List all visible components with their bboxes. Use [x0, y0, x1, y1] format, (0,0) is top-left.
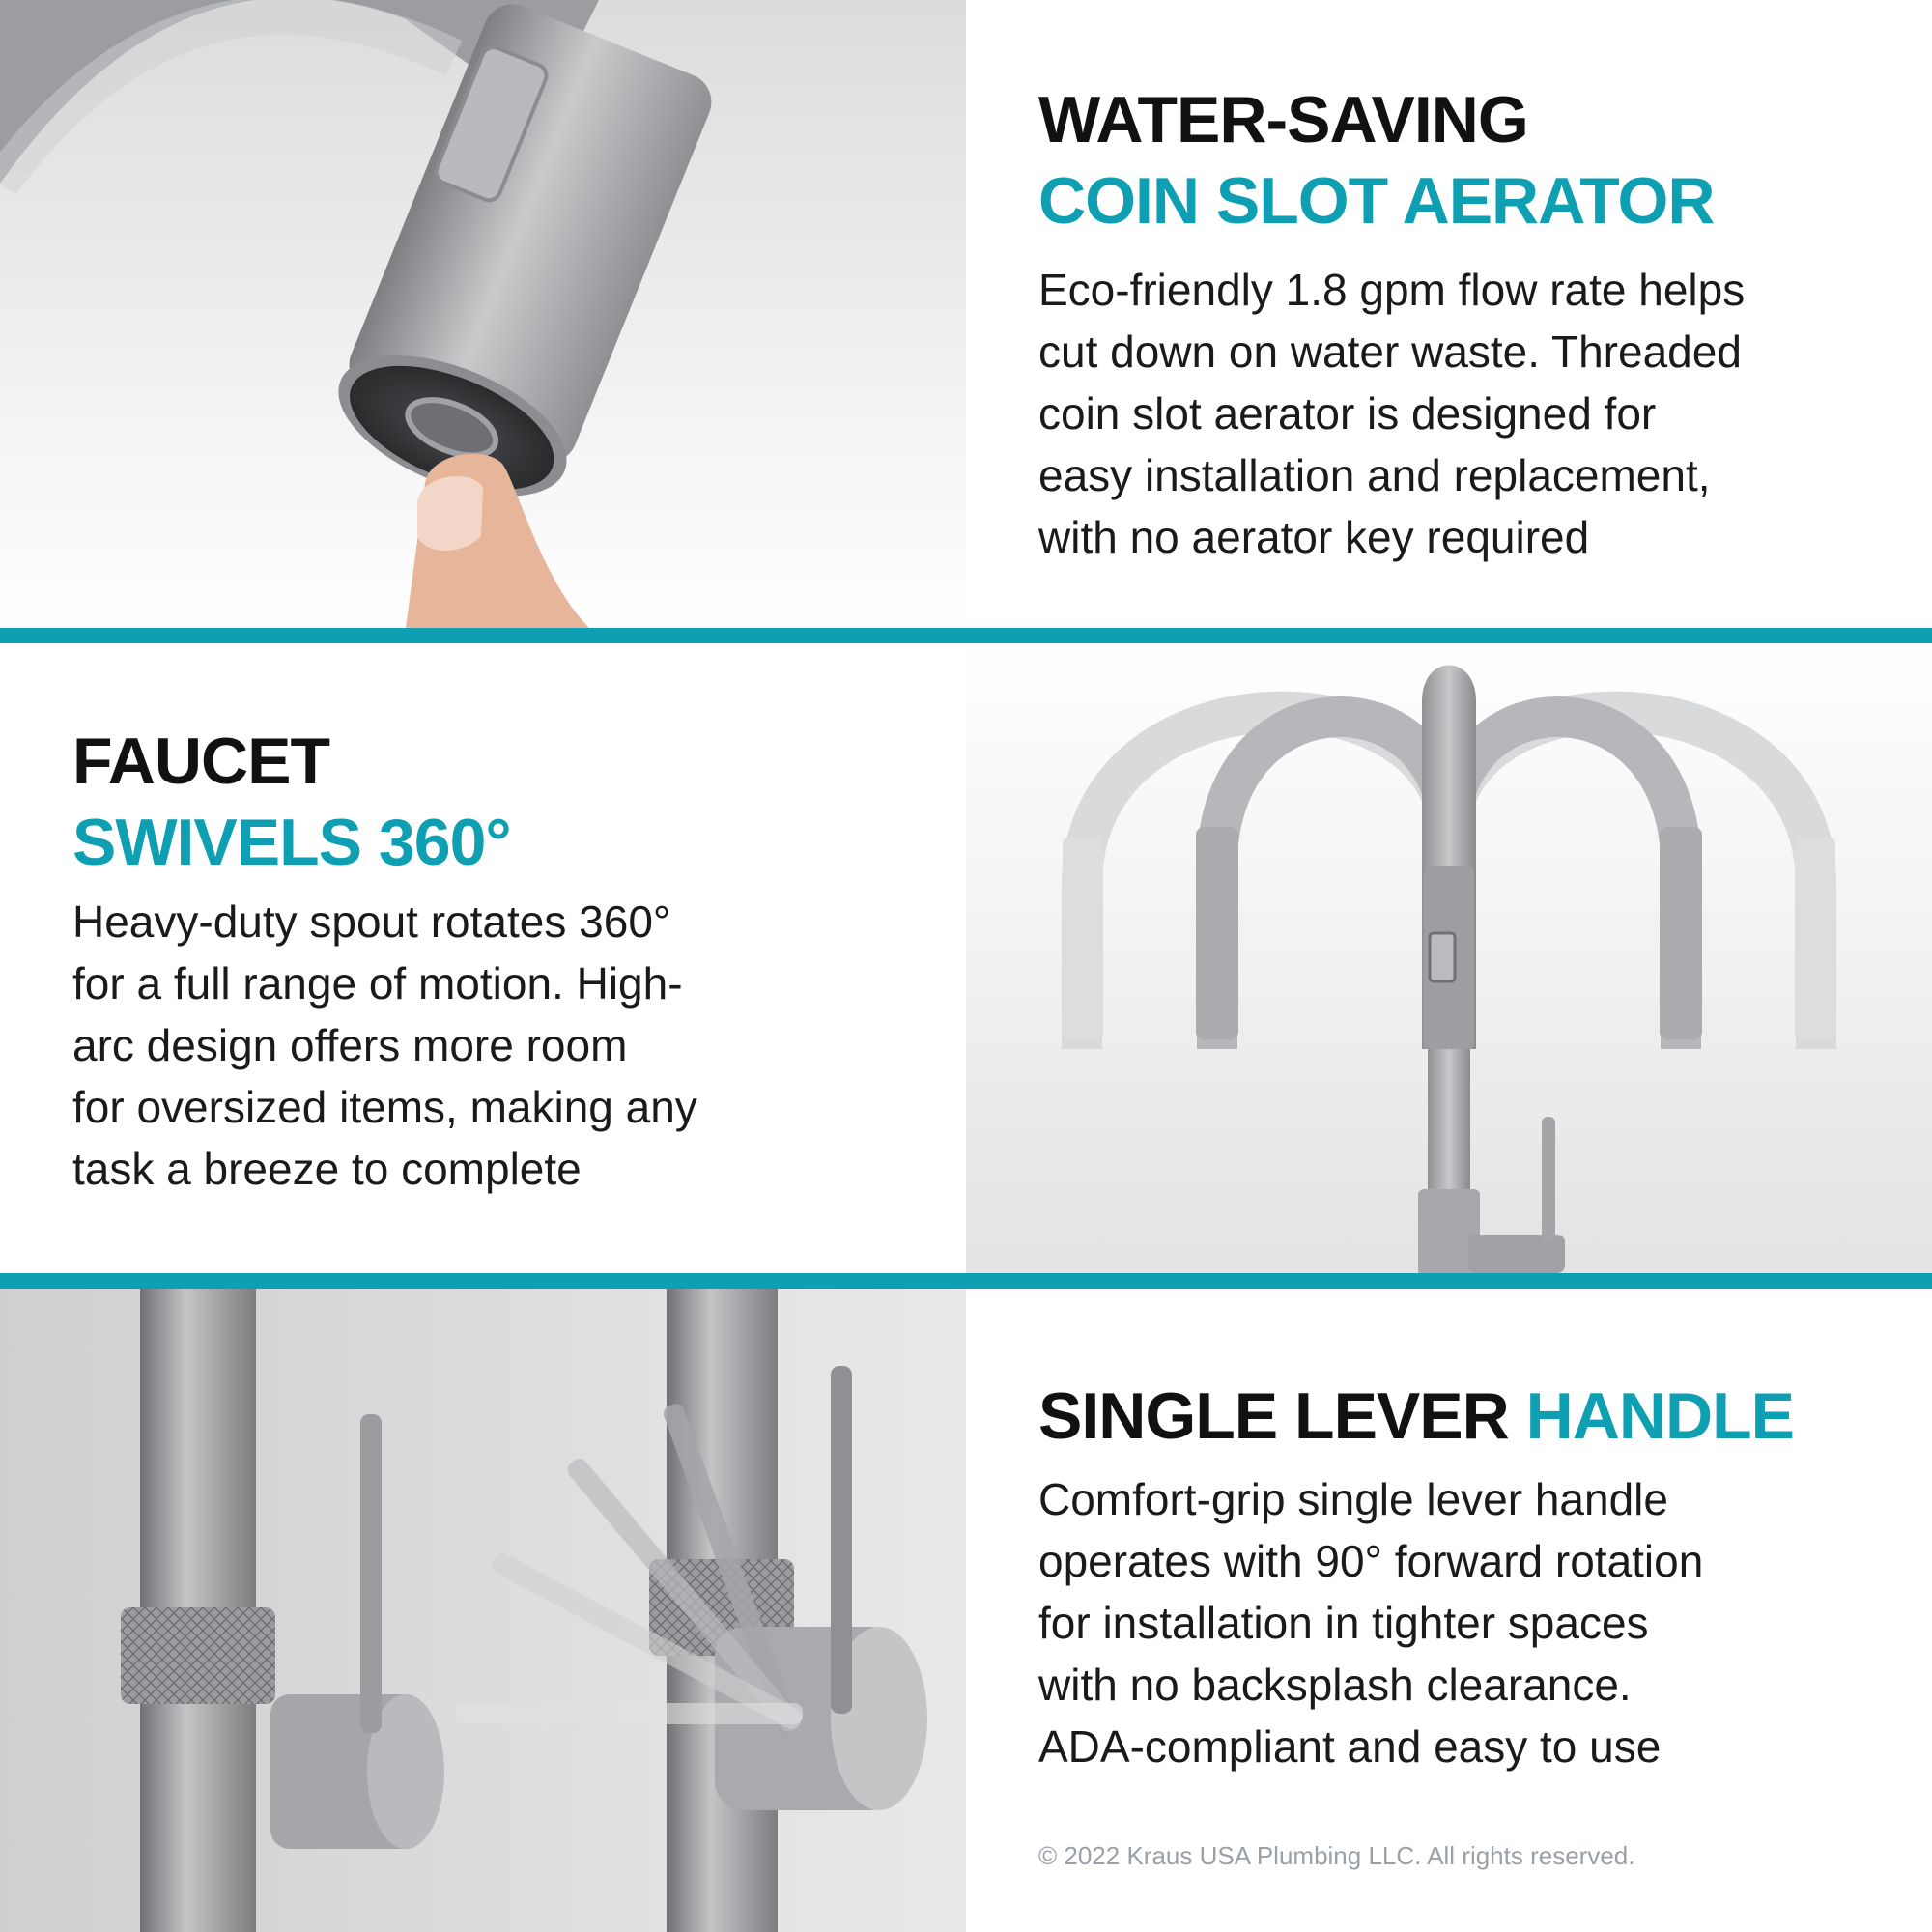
body-line: easy installation and replacement, [1038, 450, 1711, 500]
section-body [72, 891, 923, 1200]
body-line: operates with 90° forward rotation [1038, 1536, 1704, 1586]
body-line: coin slot aerator is designed for [1038, 388, 1657, 439]
body-line: with no aerator key required [1038, 512, 1590, 562]
body-line: Heavy-duty spout rotates 360° [72, 896, 671, 947]
section-heading-line2: COIN SLOT AERATOR [1038, 164, 1715, 238]
section-heading-line1: FAUCET [72, 724, 329, 798]
section-heading-part1: SINGLE LEVER [1038, 1379, 1509, 1453]
body-line: ADA-compliant and easy to use [1038, 1721, 1662, 1772]
section-coin-slot-aerator [0, 0, 1932, 628]
body-line: for installation in tighter spaces [1038, 1598, 1649, 1648]
section-heading-line1: WATER-SAVING [1038, 83, 1528, 156]
faucet-swivels-text [72, 721, 923, 1200]
section-body [1038, 1468, 1908, 1777]
body-line: for a full range of motion. High- [72, 958, 683, 1009]
body-line: arc design offers more room [72, 1020, 628, 1070]
lever-handle-photo [0, 1289, 966, 1932]
section-single-lever-handle [0, 1289, 1932, 1932]
section-heading [1038, 1376, 1908, 1457]
coin-slot-aerator-text [1038, 79, 1889, 568]
body-line: Eco-friendly 1.8 gpm flow rate helps [1038, 265, 1746, 315]
faucet-swivel-photo [966, 643, 1932, 1273]
section-divider [0, 1273, 1932, 1289]
section-divider [0, 628, 1932, 643]
section-heading-part2: HANDLE [1525, 1379, 1794, 1453]
body-line: task a breeze to complete [72, 1144, 582, 1194]
spray-head-aerator-photo [0, 0, 966, 628]
body-line: cut down on water waste. Threaded [1038, 327, 1742, 377]
section-faucet-swivels [0, 643, 1932, 1273]
body-line: with no backsplash clearance. [1038, 1660, 1632, 1710]
section-heading-line2: SWIVELS 360° [72, 806, 511, 879]
body-line: Comfort-grip single lever handle [1038, 1474, 1668, 1524]
single-lever-handle-text [1038, 1376, 1908, 1777]
copyright-notice: © 2022 Kraus USA Plumbing LLC. All rights reserved. [1038, 1841, 1635, 1870]
body-line: for oversized items, making any [72, 1082, 697, 1132]
section-body [1038, 259, 1889, 568]
